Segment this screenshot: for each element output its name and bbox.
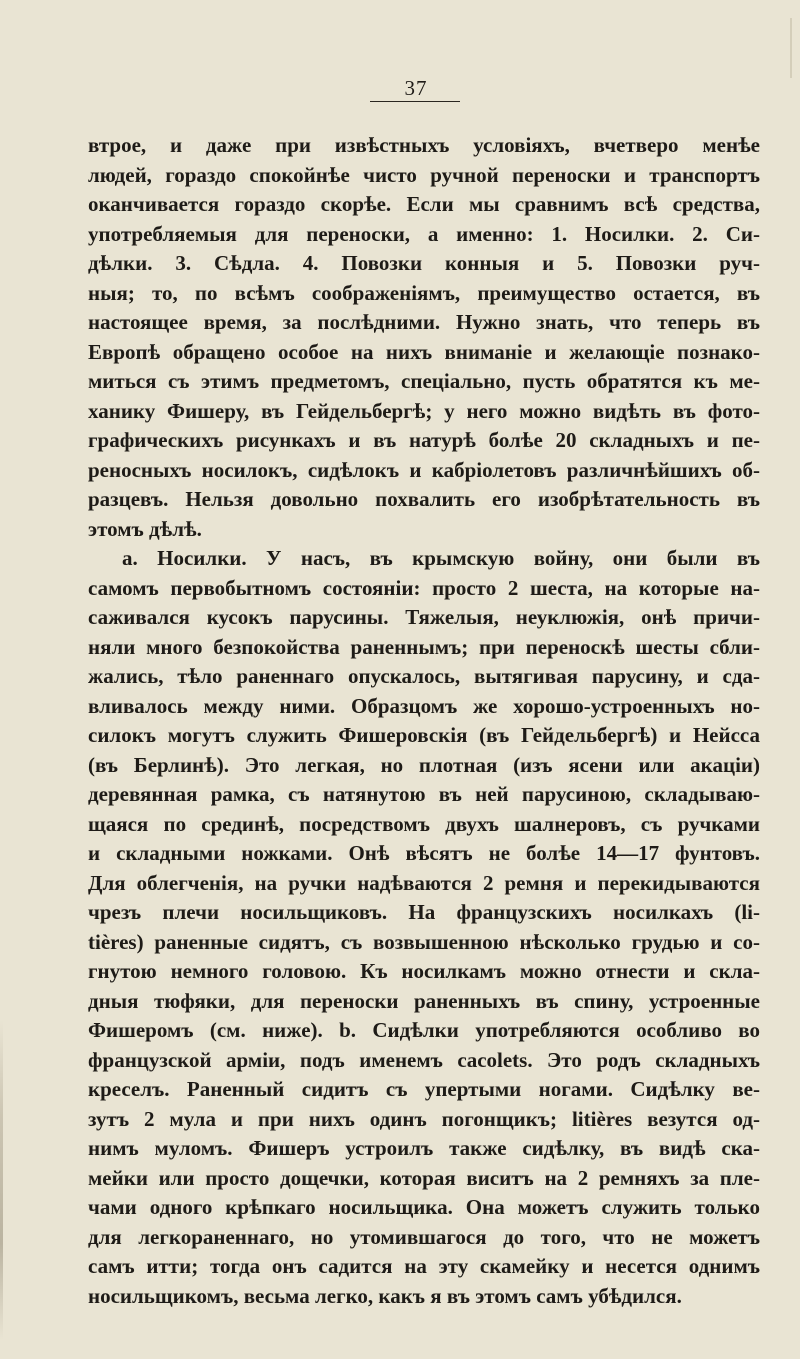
text-line: чрезъ плечи носильщиковъ. На французскихъ носилкахъ (li-	[88, 900, 760, 924]
text-line: разцевъ. Нельзя довольно похвалить его изобрѣтательность въ	[88, 487, 760, 511]
page-edge-shadow	[0, 1020, 3, 1340]
page-edge-mark	[790, 18, 792, 78]
text-line: реносныхъ носилокъ, сидѣлокъ и кабріолетовъ различнѣйшихъ об-	[88, 457, 760, 482]
text-line: няли много безпокойства раненнымъ; при переноскѣ шесты сбли-	[88, 634, 760, 659]
text-line: французской арміи, подъ именемъ cacolets. Это родъ складныхъ	[88, 1047, 760, 1072]
text-line: людей, гораздо спокойнѣе чисто ручной переноски и транспортъ	[88, 162, 760, 187]
text-line: Европѣ обращено особое на нихъ вниманіе и желающіе познако-	[88, 339, 760, 364]
text-line: дныя тюфяки, для переноски раненныхъ въ спину, устроенные	[88, 988, 760, 1013]
text-line: мейки или просто дощечки, которая виситъ на 2 ремняхъ за пле-	[88, 1165, 760, 1190]
text-line: (въ Берлинѣ). Это легкая, но плотная (изъ ясени или акаціи)	[88, 752, 760, 777]
text-line: жались, тѣло раненнаго опускалось, вытягивая парусину, и сда-	[88, 664, 760, 688]
text-line: графическихъ рисункахъ и въ натурѣ болѣе 20 складныхъ и пе-	[88, 428, 760, 452]
text-line: для легкораненнаго, но утомившагося до того, что не можетъ	[88, 1224, 760, 1249]
text-line: силокъ могутъ служить Фишеровскія (въ Гейдельбергѣ) и Нейсса	[88, 723, 760, 747]
text-line: употребляемыя для переноски, а именно: 1. Носилки. 2. Си-	[88, 221, 760, 246]
text-line: дѣлки. 3. Сѣдла. 4. Повозки конныя и 5. Повозки руч-	[88, 251, 760, 275]
text-line: вливалось между ними. Образцомъ же хорошо-устроенныхъ но-	[88, 693, 760, 718]
text-line: деревянная рамка, съ натянутою въ ней парусиною, складываю-	[88, 782, 760, 806]
text-line: настоящее время, за послѣдними. Нужно знать, что теперь въ	[88, 310, 760, 334]
text-line: миться съ этимъ предметомъ, спеціально, пусть обратятся къ ме-	[88, 369, 760, 393]
text-line-paragraph-start: а. Носилки. У насъ, въ крымскую войну, они были въ	[122, 546, 760, 570]
text-line: ханику Фишеру, въ Гейдельбергѣ; у него можно видѣть въ фото-	[88, 398, 760, 423]
text-line: зутъ 2 мула и при нихъ одинъ погонщикъ; litières везутся од-	[88, 1106, 760, 1131]
text-line: самъ итти; тогда онъ садится на эту скамейку и несется однимъ	[88, 1254, 760, 1278]
page-number: 37	[404, 76, 428, 100]
text-line: Для облегченія, на ручки надѣваются 2 ремня и перекидываются	[88, 870, 760, 895]
body-text	[88, 131, 760, 1311]
text-line: tières) раненные сидятъ, съ возвышенною нѣсколько грудью и со-	[88, 929, 760, 954]
text-line: оканчивается гораздо скорѣе. Если мы сравнимъ всѣ средства,	[88, 192, 760, 216]
text-line: самомъ первобытномъ состояніи: просто 2 шеста, на которые на-	[88, 575, 760, 600]
text-line: нимъ муломъ. Фишеръ устроилъ также сидѣлку, въ видѣ ска-	[88, 1136, 760, 1160]
text-line: и складными ножками. Онѣ вѣсятъ не болѣе 14—17 фунтовъ.	[88, 841, 760, 865]
text-line-paragraph-end: этомъ дѣлѣ.	[88, 516, 202, 541]
text-line: втрое, и даже при извѣстныхъ условіяхъ, вчетверо менѣе	[88, 133, 760, 157]
text-line: креселъ. Раненный сидитъ съ упертыми ногами. Сидѣлку ве-	[88, 1077, 760, 1101]
text-line-final: носильщикомъ, весьма легко, какъ я въ этомъ самъ убѣдился.	[88, 1283, 682, 1308]
page-number-underline	[370, 101, 460, 102]
text-line: гнутою немного головою. Къ носилкамъ можно отнести и скла-	[88, 959, 760, 983]
text-line: Фишеромъ (см. ниже). b. Сидѣлки употребляются особливо во	[88, 1018, 760, 1042]
text-line: щаяся по срединѣ, посредствомъ двухъ шалнеровъ, съ ручками	[88, 811, 760, 836]
text-line: ныя; то, по всѣмъ соображеніямъ, преимущество остается, въ	[88, 280, 760, 305]
text-line: саживался кусокъ парусины. Тяжелыя, неуклюжія, онѣ причи-	[88, 605, 760, 629]
text-line: чами одного крѣпкаго носильщика. Она можетъ служить только	[88, 1195, 760, 1219]
